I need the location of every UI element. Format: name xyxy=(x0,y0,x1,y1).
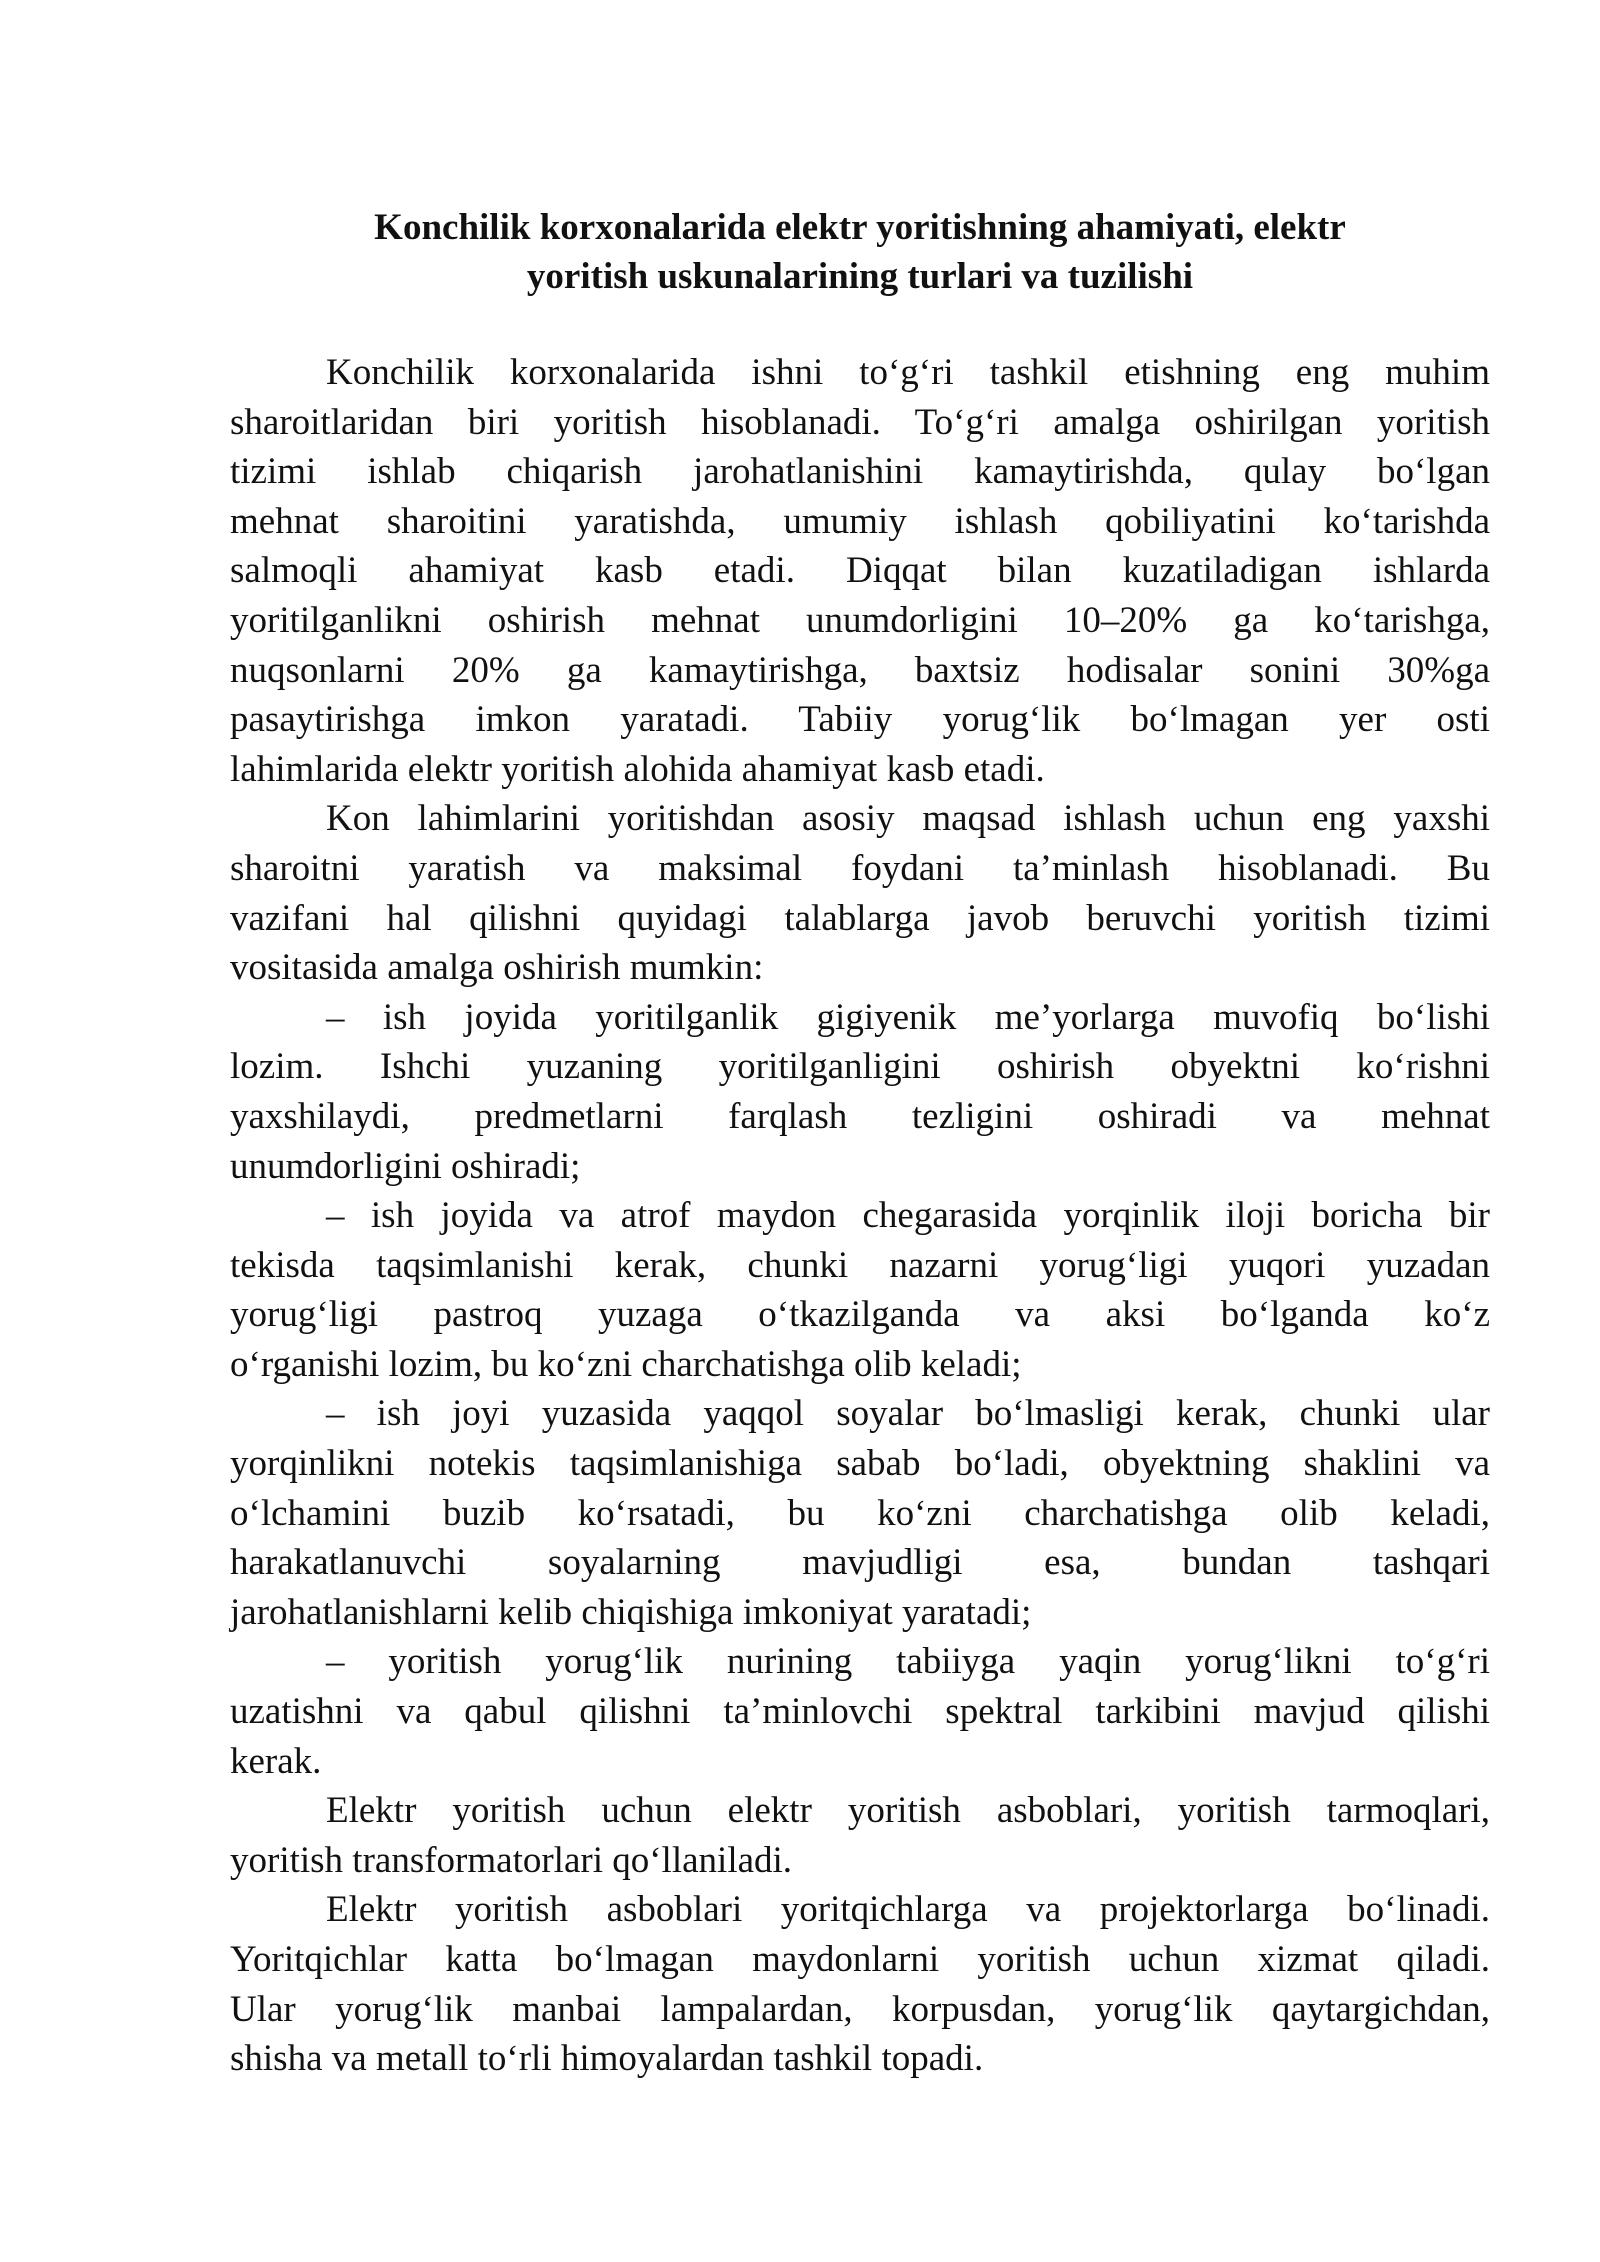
title-line: Konchilik korxonalarida elektr yoritishning ahamiyati, elektr xyxy=(374,207,1346,248)
title-line: yoritish uskunalarining turlari va tuzilishi xyxy=(526,256,1194,297)
text-line: jarohatlanishlarni kelib chiqishiga imkoniyat yaratadi; xyxy=(230,1591,1032,1633)
text-line: nuqsonlarni 20% ga kamaytirishga, baxtsiz hodisalar sonini 30%ga xyxy=(230,649,1490,691)
text-line: Elektr yoritish asboblari yoritqichlarga va projektorlarga bo‘linadi. xyxy=(326,1889,1490,1931)
text-line: vositasida amalga oshirish mumkin: xyxy=(230,947,764,989)
list-item xyxy=(230,993,1490,1191)
list-item xyxy=(230,1389,1490,1637)
text-line: yaxshilaydi, predmetlarni farqlash tezligini oshiradi va mehnat xyxy=(230,1095,1490,1137)
text-line: unumdorligini oshiradi; xyxy=(230,1145,581,1187)
document-body xyxy=(230,348,1490,2084)
paragraph xyxy=(230,1885,1490,2083)
text-line: sharoitlaridan biri yoritish hisoblanadi. To‘g‘ri amalga oshirilgan yoritish xyxy=(230,401,1490,443)
text-line: tizimi ishlab chiqarish jarohatlanishini kamaytirishda, qulay bo‘lgan xyxy=(230,451,1490,493)
text-line: shisha va metall to‘rli himoyalardan tashkil topadi. xyxy=(230,2038,984,2080)
text-line: o‘rganishi lozim, bu ko‘zni charchatishga olib keladi; xyxy=(230,1343,1022,1385)
text-line: – ish joyida va atrof maydon chegarasida yorqinlik iloji boricha bir xyxy=(326,1195,1490,1237)
text-line: yoritilganlikni oshirish mehnat unumdorligini 10–20% ga ko‘tarishga, xyxy=(230,599,1490,641)
paragraph xyxy=(230,794,1490,992)
text-line: yorug‘ligi pastroq yuzaga o‘tkazilganda va aksi bo‘lganda ko‘z xyxy=(230,1294,1490,1336)
list-item xyxy=(230,1191,1490,1389)
text-line: Yoritqichlar katta bo‘lmagan maydonlarni yoritish uchun xizmat qiladi. xyxy=(230,1939,1490,1980)
text-line: tekisda taqsimlanishi kerak, chunki nazarni yorug‘ligi yuqori yuzadan xyxy=(230,1244,1490,1286)
list-item xyxy=(230,1637,1490,1786)
text-line: salmoqli ahamiyat kasb etadi. Diqqat bilan kuzatiladigan ishlarda xyxy=(230,550,1490,592)
text-line: Konchilik korxonalarida ishni to‘g‘ri tashkil etishning eng muhim xyxy=(326,352,1490,393)
text-line: uzatishni va qabul qilishni ta’minlovchi spektral tarkibini mavjud qilishi xyxy=(230,1691,1490,1733)
text-line: mehnat sharoitini yaratishda, umumiy ishlash qobiliyatini ko‘tarishda xyxy=(230,500,1490,542)
text-line: kerak. xyxy=(230,1740,322,1782)
text-line: – yoritish yorug‘lik nurining tabiiyga yaqin yorug‘likni to‘g‘ri xyxy=(326,1641,1490,1683)
text-line: Elektr yoritish uchun elektr yoritish asboblari, yoritish tarmoqlari, xyxy=(326,1790,1490,1832)
text-line: yoritish transformatorlari qo‘llaniladi. xyxy=(230,1839,793,1881)
document-title xyxy=(230,203,1490,301)
paragraph xyxy=(230,348,1490,794)
text-line: sharoitni yaratish va maksimal foydani ta’minlash hisoblanadi. Bu xyxy=(230,847,1490,889)
text-line: Kon lahimlarini yoritishdan asosiy maqsad ishlash uchun eng yaxshi xyxy=(326,798,1490,840)
text-line: yorqinlikni notekis taqsimlanishiga sabab bo‘ladi, obyektning shaklini va xyxy=(230,1443,1490,1485)
text-line: lahimlarida elektr yoritish alohida ahamiyat kasb etadi. xyxy=(230,748,1045,790)
text-line: lozim. Ishchi yuzaning yoritilganligini oshirish obyektni ko‘rishni xyxy=(230,1046,1490,1088)
text-line: Ular yorug‘lik manbai lampalardan, korpusdan, yorug‘lik qaytargichdan, xyxy=(230,1988,1490,2030)
text-line: vazifani hal qilishni quyidagi talablarga javob beruvchi yoritish tizimi xyxy=(230,897,1490,939)
text-line: – ish joyi yuzasida yaqqol soyalar bo‘lmasligi kerak, chunki ular xyxy=(326,1393,1490,1435)
text-line: o‘lchamini buzib ko‘rsatadi, bu ko‘zni charchatishga olib keladi, xyxy=(230,1492,1490,1534)
text-line: – ish joyida yoritilganlik gigiyenik me’yorlarga muvofiq bo‘lishi xyxy=(326,996,1490,1038)
paragraph xyxy=(230,1786,1490,1885)
text-line: harakatlanuvchi soyalarning mavjudligi esa, bundan tashqari xyxy=(230,1542,1490,1584)
text-line: pasaytirishga imkon yaratadi. Tabiiy yorug‘lik bo‘lmagan yer osti xyxy=(230,699,1490,741)
